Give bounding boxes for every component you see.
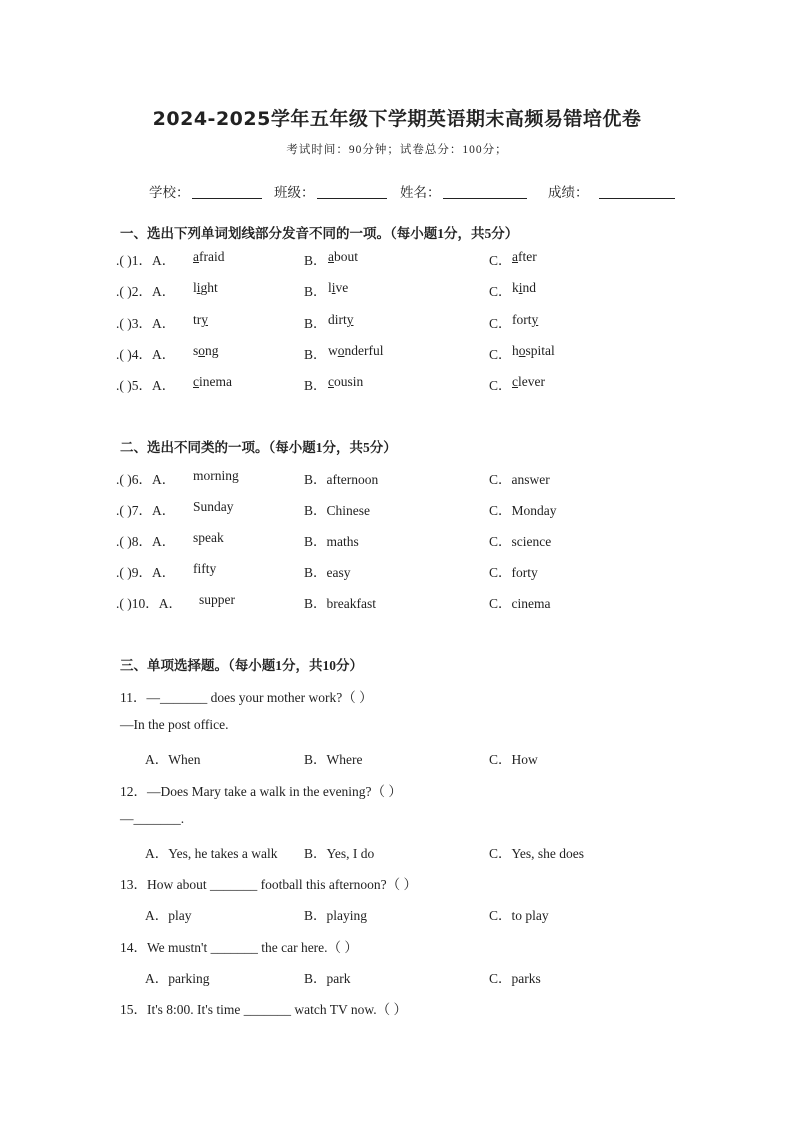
question-14-options (0, 967, 794, 987)
word-part: l (193, 280, 197, 295)
underlined-letters: o (518, 343, 526, 358)
option-c-label: C． (489, 253, 512, 268)
section1-heading: 一、选出下列单词划线部分发音不同的一项。（每小题1分，共5分） (120, 226, 519, 241)
option-c[interactable]: C．forty (489, 565, 538, 580)
word-part: s (193, 343, 199, 358)
option-a[interactable]: A．parking (145, 971, 210, 986)
underlined-letters: y (201, 312, 208, 327)
option-c[interactable] (512, 280, 536, 296)
option-b[interactable]: B．Yes, I do (304, 846, 375, 861)
question-1 (0, 249, 794, 269)
underlined-letters: i (196, 280, 201, 295)
question-12-answer (0, 811, 794, 831)
word-part: fort (512, 312, 532, 327)
option-a[interactable]: A．play (145, 908, 192, 923)
question-13 (0, 873, 794, 893)
question-number[interactable]: .( )9．A． (116, 565, 176, 580)
option-a[interactable] (193, 374, 232, 390)
question-number[interactable]: .( )3．A． (116, 316, 176, 331)
class-label: 班级： (274, 185, 315, 200)
option-a[interactable]: Sunday (193, 499, 234, 514)
word-part: nd (522, 280, 537, 295)
section3-heading: 三、单项选择题。（每小题1分，共10分） (120, 658, 363, 673)
option-c[interactable]: C．Yes, she does (489, 846, 585, 861)
question-14-text: 14．We mustn't _______ the car here.（ ） (120, 940, 358, 955)
option-a[interactable]: supper (199, 592, 235, 607)
underlined-letters: a (512, 249, 518, 264)
underlined-letters: y (346, 312, 354, 327)
question-13-options (0, 904, 794, 924)
score-label: 成绩： (548, 185, 589, 200)
option-a[interactable] (193, 249, 224, 265)
option-c[interactable] (512, 312, 538, 328)
option-b[interactable]: B．easy (304, 565, 351, 580)
underlined-letters: o (198, 343, 206, 358)
question-11-answer (0, 717, 794, 737)
option-c-label: C． (489, 347, 512, 362)
question-15-text: 15．It's 8:00. It's time _______ watch TV now.（ ） (120, 1002, 407, 1017)
option-c-label: C． (489, 378, 512, 393)
word-part: nderful (344, 343, 384, 358)
question-7 (0, 499, 794, 519)
question-12 (0, 780, 794, 800)
question-9 (0, 561, 794, 581)
underlined-letters: a (193, 249, 199, 264)
option-b-label: B． (304, 284, 327, 299)
option-c[interactable]: C．to play (489, 908, 549, 923)
question-number[interactable]: .( )4．A． (116, 347, 176, 362)
option-b[interactable]: B．breakfast (304, 596, 376, 611)
word-part: dirt (328, 312, 347, 327)
question-number[interactable]: .( )10．A． (116, 596, 182, 611)
option-a[interactable] (193, 280, 218, 296)
question-number[interactable]: .( )8．A． (116, 534, 176, 549)
question-10 (0, 592, 794, 612)
option-a[interactable] (193, 312, 208, 328)
question-12-options (0, 842, 794, 862)
option-b[interactable]: B．maths (304, 534, 359, 549)
option-b[interactable]: B．playing (304, 908, 367, 923)
option-a[interactable]: speak (193, 530, 224, 545)
question-4 (0, 343, 794, 363)
word-part: ng (205, 343, 219, 358)
class-blank[interactable] (317, 184, 387, 199)
student-info-row (149, 181, 709, 201)
question-8 (0, 530, 794, 550)
question-2 (0, 280, 794, 300)
option-b-label: B． (304, 253, 327, 268)
option-b[interactable] (328, 343, 383, 359)
question-number[interactable]: .( )6．A． (116, 472, 176, 487)
question-11-text: 11．—_______ does your mother work?（ ） (120, 690, 373, 705)
underlined-letters: o (337, 343, 345, 358)
question-3 (0, 312, 794, 332)
score-field[interactable] (548, 181, 675, 201)
question-14 (0, 936, 794, 956)
option-a[interactable]: morning (193, 468, 239, 483)
name-blank[interactable] (443, 184, 527, 199)
name-field[interactable] (400, 181, 527, 201)
underlined-letters: c (193, 374, 199, 389)
word-part: k (512, 280, 519, 295)
school-label: 学校： (149, 185, 190, 200)
word-part: tr (193, 312, 202, 327)
question-15 (0, 998, 794, 1018)
question-11-options (0, 748, 794, 768)
question-number[interactable]: .( )5．A． (116, 378, 176, 393)
word-part: ousin (334, 374, 364, 389)
word-part: lever (518, 374, 545, 389)
class-field[interactable] (274, 181, 387, 201)
exam-subtitle: 考试时间：90分钟；试卷总分：100分； (286, 144, 508, 156)
option-b-label: B． (304, 378, 327, 393)
underlined-letters: c (328, 374, 334, 389)
word-part: h (512, 343, 519, 358)
school-blank[interactable] (192, 184, 262, 199)
underlined-letters: c (512, 374, 518, 389)
option-b[interactable] (328, 312, 354, 328)
question-12-response: —_______. (120, 811, 185, 826)
underlined-letters: i (518, 280, 523, 295)
question-number[interactable]: .( )1．A． (116, 253, 176, 268)
option-a[interactable]: fifty (193, 561, 217, 576)
option-b-label: B． (304, 347, 327, 362)
word-part: w (328, 343, 338, 358)
word-part: l (328, 280, 332, 295)
option-c[interactable] (512, 249, 537, 265)
school-field[interactable] (149, 181, 262, 201)
underlined-letters: i (331, 280, 336, 295)
word-part: bout (334, 249, 359, 264)
question-number[interactable]: .( )2．A． (116, 284, 176, 299)
word-part: ght (200, 280, 218, 295)
option-c[interactable]: C．answer (489, 472, 550, 487)
question-13-text: 13．How about _______ football this afternoon?（ ） (120, 877, 417, 892)
word-part: inema (199, 374, 232, 389)
option-b[interactable] (328, 249, 358, 265)
option-c-label: C． (489, 284, 512, 299)
option-a[interactable]: A．When (145, 752, 201, 767)
word-part: spital (525, 343, 555, 358)
underlined-letters: y (531, 312, 539, 327)
option-b[interactable] (328, 280, 348, 296)
underlined-letters: a (328, 249, 334, 264)
option-c[interactable]: C．parks (489, 971, 541, 986)
option-c[interactable] (512, 374, 545, 390)
question-number[interactable]: .( )7．A． (116, 503, 176, 518)
option-a[interactable] (193, 343, 219, 359)
option-c[interactable]: C．Monday (489, 503, 557, 518)
option-b[interactable]: B．Where (304, 752, 363, 767)
option-c-label: C． (489, 316, 512, 331)
question-12-text: 12．—Does Mary take a walk in the evening?（ ） (120, 784, 402, 799)
score-blank[interactable] (599, 184, 675, 199)
question-6 (0, 468, 794, 488)
page-title: 2024-2025学年五年级下学期英语期末高频易错培优卷 (152, 108, 642, 130)
word-part: ve (335, 280, 349, 295)
option-b[interactable] (328, 374, 363, 390)
option-b[interactable]: B．afternoon (304, 472, 379, 487)
question-11-response: —In the post office. (120, 717, 229, 732)
section2-heading: 二、选出不同类的一项。（每小题1分，共5分） (120, 440, 397, 455)
word-part: fter (518, 249, 537, 264)
question-5 (0, 374, 794, 394)
option-b[interactable]: B．Chinese (304, 503, 370, 518)
word-part: fraid (199, 249, 225, 264)
option-a[interactable]: A．Yes, he takes a walk (145, 846, 278, 861)
option-c[interactable] (512, 343, 555, 359)
option-c[interactable]: C．science (489, 534, 552, 549)
question-11 (0, 686, 794, 706)
option-c[interactable]: C．How (489, 752, 538, 767)
option-c[interactable]: C．cinema (489, 596, 551, 611)
name-label: 姓名： (400, 185, 441, 200)
option-b[interactable]: B．park (304, 971, 351, 986)
option-b-label: B． (304, 316, 327, 331)
